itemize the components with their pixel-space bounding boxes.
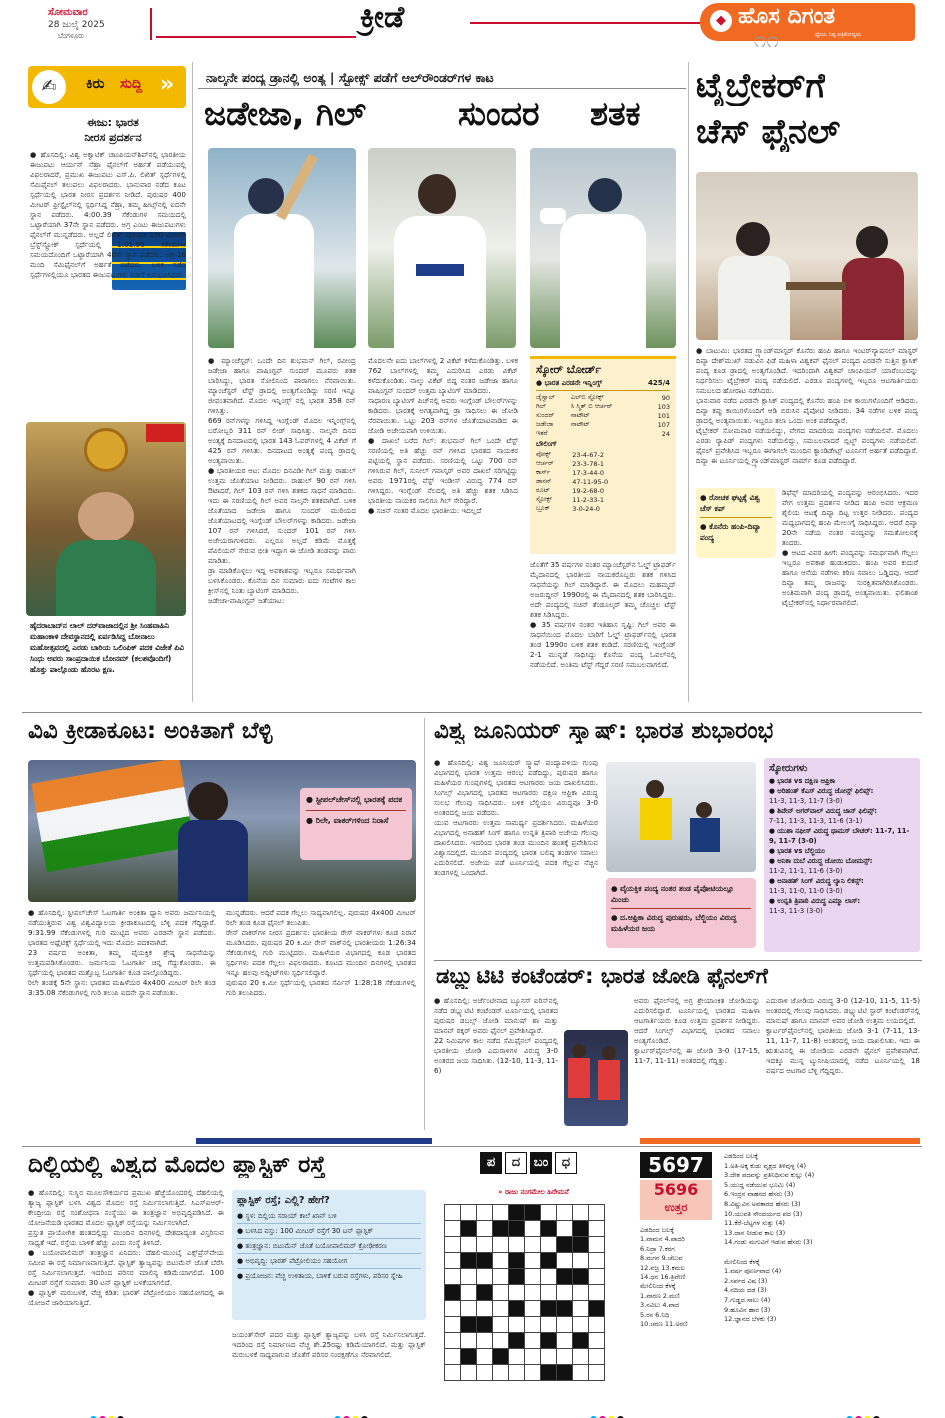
lead-headline-b: ಸುಂದರ (458, 94, 540, 133)
list-item: ● ಯುಶಾ ನಫೀಸ್ ವಿರುದ್ಧ ಥಾಮಸ್ ಬೌಚರ್: 11-7, 11-9, 11-7 (3-0) (769, 827, 910, 845)
list-item: 11-3, 11-3, 11-7 (3-0) (769, 797, 843, 805)
list-item: ● ಸ್ಥಳ: ದಿಲ್ಲಿಯ ಸರಾಯ್ ಕಾಲೆ ಖಾನ್ ಬಳಿ (237, 1209, 421, 1224)
masthead (0, 0, 945, 53)
crossword-cell (509, 1253, 525, 1269)
crossword-cell (573, 1301, 589, 1317)
crossword-cell (557, 1237, 573, 1253)
brand-tagline: ಧ್ಯೇಯ ನಿಷ್ಠ ಪತ್ರಿಕೋದ್ಯಮ (815, 32, 862, 38)
crossword-cell (525, 1253, 541, 1269)
crossword-cell (445, 1205, 461, 1221)
chess-body: ● ಬಾಟುಮಿ: ಭಾರತದ ಗ್ರ್ಯಾಂಡ್‌ಮಾಸ್ಟರ್ ಕೊನೆರು ಹಂಪಿ ಹಾಗೂ ಇಂಟರ್‌ನ್ಯಾಷನಲ್ ಮಾಸ್ಟರ್ ದಿವ್ಯಾ ದೇಶ್‌ಮುಖ್ ನಡುವಿನ ಫಿಡೆ ಮಹಿಳಾ ವಿಶ್ವಕಪ್ ಫೈನಲ್ ಪಂದ್ಯದ ಎರಡನೇ ಸುತ್ತಿನ ಕ್ಲಾಸಿಕ್ ಪಂದ್ಯ ಕೂಡ ಡ್ರಾದಲ್ಲಿ ಅಂತ್ಯಗೊಂಡಿದೆ. ಇದರಿಂದಾಗಿ ವಿಶ್ವಕಪ್ ಚಾಂಪಿಯನ್ ಯಾರೆಂಬುದನ್ನು ನಿರ್ಧರಿಸಲು ಟೈಬ್ರೇಕರ್ ಪಂದ್ಯ ನಡೆಯಲಿದೆ. ಎರಡೂ ಪಂದ್ಯಗಳಲ್ಲಿ ಇಬ್ಬರೂ ಆಟಗಾರ್ತಿಯರು ಸಮಬಲದ ಹೋರಾಟ ನಡೆಸಿದರು. ಭಾನುವಾರ ನಡೆದ ಎರಡನೇ ಕ್ಲಾಸಿಕ್ ಪಂದ್ಯದಲ್ಲಿ ಕೊನೆರು ಹಂಪಿ ಬಿಳಿ ಕಾಯಿಗಳೊಂದಿಗೆ ಆಡಿದರು. ದಿವ್ಯಾ ಕಪ್ಪು ಕಾಯಿಗಳೊಂದಿಗೆ ಆಡಿ ಬಿರುಸಿನ ಪೈಪೋಟಿ ನೀಡಿದರು. 34 ನಡೆಗಳ ಬಳಿಕ ಪಂದ್ಯ ಡ್ರಾದಲ್ಲಿ ಅಂತ್ಯವಾಯಿತು. ಇಬ್ಬರೂ ತಲಾ ಒಂದು ಅಂಕ ಪಡೆದಿದ್ದಾರೆ. ಟೈಬ್ರೇಕರ್ ಸೋಮವಾರ ನಡೆಯಲಿದ್ದು, ವೇಗದ ಮಾದರಿಯ ಪಂದ್ಯಗಳು ನಡೆಯಲಿವೆ. ಮೊದಲು ಎರಡು ರ‍್ಯಾಪಿಡ್ ಪಂದ್ಯಗಳು ನಡೆಯಲಿದ್ದು, ಸಮಬಲವಾದರೆ ಬ್ಲಿಟ್ಜ್ ಪಂದ್ಯಗಳು ನಡೆಯಲಿವೆ. ಫೈನಲ್ ಪ್ರವೇಶಿಸಿದ ಇಬ್ಬರೂ ಈಗಾಗಲೇ ಮುಂದಿನ ಕ್ಯಾಂಡಿಡೇಟ್ಸ್ ಟೂರ್ನಿಗೆ ಅರ್ಹತೆ ಪಡೆದಿದ್ದಾರೆ. ದಿವ್ಯಾ ಈ ಟೂರ್ನಿಯಲ್ಲಿ ಗ್ರ್ಯಾಂಡ್‌ಮಾಸ್ಟರ್ ನಾರ್ಮ್ ಕೂಡ ಪಡೆದಿದ್ದಾರೆ. (696, 346, 918, 465)
crossword-title (480, 1152, 577, 1174)
kirusuddi-label-b: ಸುದ್ದಿ (120, 76, 143, 92)
athletics-box (300, 788, 412, 860)
list-item: ● ಉನ್ನತಿ ತ್ರಿಪಾಠಿ ವಿರುದ್ಧ ಎಮ್ಮಾ ಲಾಸ್: (769, 897, 861, 905)
wtt-headline: ಡಬ್ಲ್ಯುಟಿಟಿ ಕಂಟೆಂಡರ್: ಭಾರತ ಜೋಡಿ ಫೈನಲ್‌ಗೆ (436, 964, 768, 988)
plastic-body: ● ಹೊಸದಿಲ್ಲಿ: ಸುಸ್ಥಿರ ಮೂಲಸೌಕರ್ಯದ ಪ್ರಮುಖ ಹೆಜ್ಜೆಯೊಂದರಲ್ಲಿ ದೆಹಲಿಯಲ್ಲಿ ತ್ಯಾಜ್ಯ ಪ್ಲಾಸ್ಟಿಕ್ ಬಳಸಿ ವಿಶ್ವದ ಮೊದಲ ರಸ್ತೆ ನಿರ್ಮಿಸಲಾಗುತ್ತಿದೆ. ಸಿಎಸ್‌ಐಆರ್-ಕೇಂದ್ರೀಯ ರಸ್ತೆ ಸಂಶೋಧನಾ ಸಂಸ್ಥೆಯು ಈ ತಂತ್ರಜ್ಞಾನ ಅಭಿವೃದ್ಧಿಪಡಿಸಿದೆ. ಈ ಯೋಜನೆಯಡಿ ಭಾರತದ ಮೊದಲ ಪ್ಲಾಸ್ಟಿಕ್ ರಸ್ತೆಯನ್ನು ನಿರ್ಮಿಸಲಾಗಿದೆ. ಪ್ರಸ್ತುತ ಪ್ರಾಯೋಗಿಕ ಹಂತದಲ್ಲಿದ್ದು ಮುಂದಿನ ದಿನಗಳಲ್ಲಿ ದೇಶದಾದ್ಯಂತ ವಿಸ್ತರಿಸುವ ಸಾಧ್ಯತೆ ಇದೆ. ರಸ್ತೆಯ ಬಾಳಿಕೆ ಹೆಚ್ಚು ಎಂದು ಸಂಸ್ಥೆ ತಿಳಿಸಿದೆ. ● ಬಯೋಪಾಲಿಮರ್ ತಂತ್ರಜ್ಞಾನ ಏನಿದರು: ದೆಹಲಿ-ಮುಂಬೈ ಎಕ್ಸ್‌ಪ್ರೆಸ್‌ವೇಯ ಸಮೀಪ ಈ ರಸ್ತೆ ನಿರ್ಮಾಣವಾಗುತ್ತಿದೆ. ಪ್ಲಾಸ್ಟಿಕ್ ತ್ಯಾಜ್ಯವನ್ನು ಬಿಟುಮೆನ್ ಜೊತೆ ಬೆರೆಸಿ ರಸ್ತೆ ನಿರ್ಮಿಸಲಾಗುತ್ತದೆ. ಇದರಿಂದ ಪರಿಸರ ಮಾಲಿನ್ಯ ಕಡಿಮೆಯಾಗಲಿದೆ. 100 ಮೀಟರ್ ರಸ್ತೆಗೆ ಸುಮಾರು 30 ಟನ್ ಪ್ಲಾಸ್ಟಿಕ್ ಬಳಕೆಯಾಗಲಿದೆ. ● ಪ್ಲಾಸ್ಟಿಕ್ ಮರುಬಳಕೆ, ವೆಚ್ಚ ಕಡಿತ: ಭಾರತ್ ಪೆಟ್ರೋಲಿಯಂ ಸಹಯೋಗದಲ್ಲಿ ಈ ಯೋಜನೆ ಜಾರಿಯಾಗುತ್ತಿದೆ. (28, 1188, 224, 1307)
crossword-cell (525, 1237, 541, 1253)
crossword-cell (573, 1285, 589, 1301)
lead-col2: ಮೊದಲನೇ ಐದು ಬಾಲ್‌ಗಳಲ್ಲಿ 2 ವಿಕೆಟ್ ಕಳೆದುಕೊಂಡಿತ್ತು. ಬಳಿಕ 762 ಬಾಲ್‌ಗಳಲ್ಲಿ ತಮ್ಮ ಎದುರಿಸಿದ ಎರಡು ವಿಕೆಟ್ ಕಳೆದುಕೊಂಡಿತು. ನಾಲ್ಕು ವಿಕೆಟ್ ಬಿದ್ದ ನಂತರ ಜಡೇಜಾ ಹಾಗೂ ವಾಷಿಂಗ್ಟನ್ ಸುಂದರ್ ಉತ್ತಮ ಬ್ಯಾಟಿಂಗ್ ಮಾಡಿದರು. ಸಾಧಾರಣ ಬ್ಯಾಟಿಂಗ್ ಪಿಚ್‌ನಲ್ಲಿ ಅವರು ಇಂಗ್ಲೆಂಡ್ ಬೌಲರ್‌ಗಳನ್ನು ಕಾಡಿದರು. ಭಾರತಕ್ಕೆ ಅಗತ್ಯವಾಗಿದ್ದ ಡ್ರಾ ಸಾಧಿಸಲು ಈ ಜೋಡಿ ನೆರವಾಯಿತು. ಒಟ್ಟು 203 ರನ್‌ಗಳ ಜೊತೆಯಾಟವಾಡಿದ ಈ ಜೋಡಿ ಅಜೇಯವಾಗಿ ಉಳಿಯಿತು. ● ದಾಖಲೆ ಬರೆದ ಗಿಲ್: ಶುಭಮನ್ ಗಿಲ್ ಒಂದೇ ಟೆಸ್ಟ್ ಸರಣಿಯಲ್ಲಿ ಅತಿ ಹೆಚ್ಚು ರನ್ ಗಳಿಸಿದ ಭಾರತದ ನಾಯಕರ ಪಟ್ಟಿಯಲ್ಲಿ ಸ್ಥಾನ ಪಡೆದರು. ಸರಣಿಯಲ್ಲಿ ಒಟ್ಟು 700 ರನ್ ಗಳಿಸಿರುವ ಗಿಲ್, ಸುನೀಲ್ ಗವಾಸ್ಕರ್ ಅವರ ದಾಖಲೆ ಸರಿಗಟ್ಟಿದ್ದು ಅವರು 1971ರಲ್ಲಿ ವೆಸ್ಟ್ ಇಂಡೀಸ್ ವಿರುದ್ಧ 774 ರನ್ ಗಳಿಸಿದ್ದರು. ಇಂಗ್ಲೆಂಡ್ ನೆಲದಲ್ಲಿ ಅತಿ ಹೆಚ್ಚು ಶತಕ ಸಿಡಿಸಿದ ಭಾರತೀಯ ನಾಯಕರ ಸಾಲಿಗೂ ಗಿಲ್ ಸೇರಿದ್ದಾರೆ. ● ಸಚಿನ್ ನಂತರ ಮೊದಲ ಭಾರತೀಯ: ಇದಲ್ಲದೆ (368, 356, 518, 515)
crossword-cell (477, 1317, 493, 1333)
section-title: ಕ್ರೀಡೆ (360, 0, 405, 35)
table-row: ಜೈಸ್ವಾಲ್ ಎಲ್‌ಬಿ ಸ್ಟೋಕ್ಸ್ 90 (536, 393, 670, 402)
crossword-number: 5697 (640, 1152, 712, 1178)
squash-box-b: ● ದ.ಆಫ್ರಿಕಾ ವಿರುದ್ಧ ಪುರುಷರು, ಬೆಲ್ಜಿಯಂ ವಿರುದ್ಧ ಮಹಿಳೆಯರ ಜಯ (611, 913, 737, 933)
brand-name: ಹೊಸ ದಿಗಂತ (738, 4, 836, 29)
crossword-cell (589, 1205, 605, 1221)
crossword-grid (444, 1204, 605, 1381)
crossword-cell (461, 1205, 477, 1221)
crossword-cell (461, 1301, 477, 1317)
crossword-cell (445, 1237, 461, 1253)
crossword-cell (557, 1365, 573, 1381)
crossword-cell (573, 1349, 589, 1365)
crossword-cell (541, 1253, 557, 1269)
crossword-cell (573, 1333, 589, 1349)
list-item: ● ಬಳಸಿದ ವಸ್ತು: 100 ಮೀಟರ್ ರಸ್ತೆಗೆ 30 ಟನ್ ಪ್ಲಾಸ್ಟಿಕ್ (237, 1224, 421, 1239)
chess-body2: ಡಿಫೆನ್ಸ್ ಮಾದರಿಯಲ್ಲಿ ಪಂದ್ಯವನ್ನು ಆರಂಭಿಸಿದರು. ಇದರ ವೇಗ ಉತ್ತಮ ಪ್ರದರ್ಶನ ನೀಡಿದ ಹಂಪಿ ಅವರ ಆಕ್ರಮಣ ಶೈಲಿಯ ಆಟಕ್ಕೆ ದಿವ್ಯಾ ದಿಟ್ಟ ಉತ್ತರ ನೀಡಿದರು. ಪಂದ್ಯದ ಮಧ್ಯಭಾಗದಲ್ಲಿ ಹಂಪಿ ಮೇಲುಗೈ ಸಾಧಿಸಿದ್ದರು. ಆದರೆ ದಿವ್ಯಾ 20ನೇ ನಡೆಯ ನಂತರ ಪಂದ್ಯವನ್ನು ಸಮತೋಲನಕ್ಕೆ ತಂದರು. ● ಆಟದ ವಿವರ ಹೀಗೆ: ಪಂದ್ಯವನ್ನು ಸಮರ್ಥವಾಗಿ ಗೆಲ್ಲಲು ಇಬ್ಬರೂ ಅವಕಾಶ ಹುಡುಕಿದರು. ಹಂಪಿ ಅವರ ಕುದುರೆ ಹಾಗೂ ಆನೆಯ ನಡೆಗಳು ಕಠಿಣ ಸವಾಲು ಒಡ್ಡಿದವು. ಆದರೆ ದಿವ್ಯಾ ತಮ್ಮ ರಾಜನನ್ನು ಸುರಕ್ಷಿತವಾಗಿರಿಸಿಕೊಂಡರು. ಅಂತಿಮವಾಗಿ ಪಂದ್ಯ ಡ್ರಾದಲ್ಲಿ ಅಂತ್ಯವಾಯಿತು. ಫಲಿತಾಂಶ ಟೈಬ್ರೇಕರ್‌ನಲ್ಲಿ ನಿರ್ಧಾರವಾಗಲಿದೆ. (782, 488, 918, 607)
crossword-cell (509, 1317, 525, 1333)
crossword-cell (477, 1205, 493, 1221)
crossword-cell (477, 1237, 493, 1253)
crossword-cell (589, 1317, 605, 1333)
registration-dots (90, 1408, 126, 1418)
crossword-cell (461, 1317, 477, 1333)
crossword-cell (493, 1221, 509, 1237)
plastic-box-title: ಪ್ಲಾಸ್ಟಿಕ್ ರಸ್ತೆ; ಎಲ್ಲಿ? ಹೇಗೆ? (237, 1195, 330, 1206)
crossword-cell (477, 1285, 493, 1301)
masthead-day: ಸೋಮವಾರ (48, 7, 88, 18)
squash-scores (764, 758, 920, 952)
crossword-row (445, 1285, 605, 1301)
crossword-cell (573, 1253, 589, 1269)
crossword-answer-label: ಉತ್ತರ (664, 1201, 688, 1214)
crossword-cell (493, 1269, 509, 1285)
crossword-cell (557, 1269, 573, 1285)
crossword-cell (541, 1237, 557, 1253)
table-row: ಜಡೇಜಾ ನಾಟೌಟ್ 107 (536, 420, 670, 429)
crossword-cell (493, 1285, 509, 1301)
scorecard-innings: ● ಭಾರತ ಎರಡನೇ ಇನ್ನಿಂಗ್ಸ್ (536, 379, 603, 387)
scorecard-title: ಸ್ಕೋರ್ ಬೋರ್ಡ್ (536, 363, 602, 376)
crossword-cell (445, 1269, 461, 1285)
jadeja-photo (208, 148, 356, 348)
list-item: ● ಅರಿಹಂತ್ ಕೆಎಸ್ ವಿರುದ್ಧ ಜೋನ್ಸ್ ಫಿಲಿಪ್ಸ್: (769, 787, 874, 795)
athletics-box-a: ● ಸ್ಟೀಪಲ್‌ಚೇಸ್‌ನಲ್ಲಿ ಭಾರತಕ್ಕೆ ಪದಕ (306, 795, 403, 804)
plastic-headline: ದಿಲ್ಲಿಯಲ್ಲಿ ವಿಶ್ವದ ಮೊದಲ ಪ್ಲಾಸ್ಟಿಕ್ ರಸ್ತೆ (28, 1152, 326, 1178)
crossword-cell (445, 1333, 461, 1349)
sindhu-photo (26, 422, 186, 616)
crossword-row (445, 1237, 605, 1253)
crossword-cell (541, 1205, 557, 1221)
athletics-col2: ಮುನ್ನಡೆದರು. ಆದರೆ ಪದಕ ಗೆಲ್ಲಲು ಸಾಧ್ಯವಾಗಲಿಲ್ಲ. ಪುರುಷರ 4x400 ಮೀಟರ್ ರಿಲೇ ತಂಡ ಕೂಡ ಫೈನಲ್ ತಲುಪಿತು. ರೇಸ್ ವಾಕರ್‌ಗಳ ನೀರಸ ಪ್ರದರ್ಶನ: ಭಾರತೀಯ ರೇಸ್ ವಾಕರ್‌ಗಳು ಕೂಡ ನಿರಾಸೆ ಮೂಡಿಸಿದರು. ಪುರುಷರ 20 ಕಿ.ಮೀ ರೇಸ್ ವಾಕ್‌ನಲ್ಲಿ ಭಾರತೀಯರು 1:26:34 ಸೆಕೆಂಡುಗಳಲ್ಲಿ ಗುರಿ ಮುಟ್ಟಿದರು. ಮಹಿಳೆಯರ ವಿಭಾಗದಲ್ಲಿ ಕೂಡ ಭಾರತದ ಸ್ಪರ್ಧಿಗಳು ಪದಕ ಗೆಲ್ಲಲು ವಿಫಲರಾದರು. ಕೂಟದ ಮುಂದಿನ ದಿನಗಳಲ್ಲಿ ಭಾರತದ ಇನ್ನೂ ಹಲವು ಅಥ್ಲೀಟ್‌ಗಳು ಸ್ಪರ್ಧಿಸಲಿದ್ದಾರೆ. ಪುರುಷರ 20 ಕಿ.ಮೀ ಸ್ಪರ್ಧೆಯಲ್ಲಿ ಭಾರತದ ಸೆರ್ವಿನ್ 1:28:18 ಸೆಕೆಂಡುಗಳಲ್ಲಿ ಗುರಿ ತಲುಪಿದರು. (226, 908, 416, 997)
crossword-row (445, 1333, 605, 1349)
chess-headline-a: ಟೈಬ್ರೇಕರ್‌ಗೆ (696, 66, 826, 106)
list-item: ● ಶಿವೇನ್ ಅಗರ್‌ವಾಲ್ ವಿರುದ್ಧ ಜಾನ್ ಫಿಲಿಪ್ಸ್: (769, 807, 878, 815)
wtt-col2: ಅವರು ಫೈನಲ್‌ನಲ್ಲಿ ಅಗ್ರ ಶ್ರೇಯಾಂಕಿತ ಜೋಡಿಯನ್ನು ಎದುರಿಸಲಿದ್ದಾರೆ. ಟೂರ್ನಿಯಲ್ಲಿ ಭಾರತದ ಮಹಿಳಾ ಆಟಗಾರ್ತಿಯರು ಕೂಡ ಉತ್ತಮ ಪ್ರದರ್ಶನ ನೀಡಿದ್ದರು. ಆದರೆ ಸಿಂಗಲ್ಸ್ ವಿಭಾಗದಲ್ಲಿ ಭಾರತದ ಸವಾಲು ಅಂತ್ಯಗೊಂಡಿದೆ. ಕ್ವಾರ್ಟರ್‌ಫೈನಲ್‌ನಲ್ಲಿ ಈ ಜೋಡಿ 3-0 (17-15, 11-7, 11-11) ಅಂತರದಲ್ಲಿ ಗೆದ್ದಿತ್ತು. (634, 996, 760, 1065)
lead-col3: ಜೊತೆಗೆ 35 ವರ್ಷಗಳ ನಂತರ ಮ್ಯಾಂಚೆಸ್ಟರ್‌ನ ಓಲ್ಡ್ ಟ್ರಾಫರ್ಡ್ ಮೈದಾನದಲ್ಲಿ ಭಾರತೀಯ ನಾಯಕರೊಬ್ಬರು ಶತಕ ಗಳಿಸಿದ ಸಾಧನೆಯನ್ನು ಗಿಲ್ ಮಾಡಿದ್ದಾರೆ. ಈ ಮೊದಲು ಮಹಮ್ಮದ್ ಅಜರುದ್ದೀನ್ 1990ರಲ್ಲಿ ಈ ಮೈದಾನದಲ್ಲಿ ಶತಕ ಬಾರಿಸಿದ್ದರು. ಅದೇ ಪಂದ್ಯದಲ್ಲಿ ಸಚಿನ್ ತೆಂಡೂಲ್ಕರ್ ತಮ್ಮ ಚೊಚ್ಚಲ ಟೆಸ್ಟ್ ಶತಕ ಸಿಡಿಸಿದ್ದರು. ● 35 ವರ್ಷಗಳ ನಂತರ ಇತಿಹಾಸ ಸೃಷ್ಟಿ: ಗಿಲ್ ಅವರ ಈ ಸಾಧನೆಯಿಂದ ಮೊದಲ ಬಾರಿಗೆ ಓಲ್ಡ್ ಟ್ರಾಫರ್ಡ್‌ನಲ್ಲಿ ಭಾರತ ತಂಡ 1990ರ ಬಳಿಕ ಶತಕ ಕಂಡಿದೆ. ಸರಣಿಯಲ್ಲಿ ಇಂಗ್ಲೆಂಡ್ 2-1 ಮುನ್ನಡೆ ಸಾಧಿಸಿದ್ದು ಕೊನೆಯ ಪಂದ್ಯ ಓವಲ್‌ನಲ್ಲಿ ನಡೆಯಲಿದೆ. ಅಂತಿಮ ಟೆಸ್ಟ್ ಗೆದ್ದರೆ ಸರಣಿ ಸಮಬಲವಾಗಲಿದೆ. (530, 560, 676, 669)
table-row: ಆರ್ಚರ್ 23-3-78-1 (536, 459, 605, 468)
crossword-answers: ಎಡದಿಂದ ಬಲಕ್ಕೆ 1.ವಾಮನ 4.ಪಾದರಿ 6.ನಿದ್ರಾ 7.ಕರಗ 8.ಮಗನ 9.ಚೆಲುವ 12.ವಜ್ರ 13.ಕಮಲ 14.ಧನ 16.ತ್ರಿವೇಣಿ ಮೇಲಿನಿಂದ ಕೆಳಕ್ಕೆ 1.ವಾರಣ 2.ಮಣಿ 3.ನವಿಲು 4.ಪಾದ 5.ರಸ 6.ನಿಧಿ 10.ಚರಣ 11.ಅರಣಿ (640, 1226, 688, 1329)
crossword-cell (509, 1301, 525, 1317)
crossword-cell (509, 1349, 525, 1365)
lead-headline-a: ಜಡೇಜಾ, ಗಿಲ್ (204, 94, 366, 133)
table-row: ರೂಟ್ 19-2-68-0 (536, 486, 605, 495)
chevron-right-icon: » (160, 72, 175, 97)
lamp-icon: ◆ (710, 10, 732, 32)
registration-dots (334, 1408, 370, 1418)
wtt-col3: ಎದುರಾಳಿ ಜೋಡಿಯ ವಿರುದ್ಧ 3-0 (12-10, 11-5, 11-5) ಅಂತರದಲ್ಲಿ ಗೆಲುವು ಸಾಧಿಸಿದರು. ಡಬ್ಲ್ಯುಟಿಟಿ ಸ್ಟಾರ್ ಕಂಟೆಂಡರ್‌ನಲ್ಲಿ ಮಾನುಷ್ ಹಾಗೂ ಮಾನವ್ ಅವರ ಜೋಡಿ ಉತ್ತಮ ಲಯದಲ್ಲಿದೆ. ಕ್ವಾರ್ಟರ್‌ಫೈನಲ್‌ನಲ್ಲಿ ಭಾರತೀಯ ಜೋಡಿ 3-1 (7-11, 13-11, 11-7, 11-8) ಅಂತರದಲ್ಲಿ ಜಯ ದಾಖಲಿಸಿತು. ಇದು ಈ ಋತುವಿನಲ್ಲಿ ಈ ಜೋಡಿಯ ಎರಡನೇ ಫೈನಲ್ ಪ್ರವೇಶವಾಗಿದೆ. ಇದಕ್ಕೂ ಮುನ್ನ ಟ್ಯುನೀಷಿಯಾದಲ್ಲಿ ನಡೆದ ಟೂರ್ನಿಯಲ್ಲಿ 18 ವರ್ಷದ ಆಟಗಾರ ಬೆಳ್ಳಿ ಗೆದ್ದಿದ್ದರು. (766, 996, 920, 1075)
registration-dots (590, 1408, 626, 1418)
crossword-cell (509, 1269, 525, 1285)
crossword-cell (573, 1269, 589, 1285)
table-row: ಸ್ಟೋಕ್ಸ್ 11-2-33-1 (536, 495, 605, 504)
crossword-row (445, 1253, 605, 1269)
scorecard-total: 425/4 (647, 379, 670, 387)
crossword-cell (445, 1365, 461, 1381)
crossword-cell (557, 1253, 573, 1269)
crossword-letter: ಧ (555, 1152, 577, 1174)
crossword-cell (525, 1317, 541, 1333)
chess-headline-b: ಚೆಸ್ ಫೈನಲ್ (696, 112, 841, 152)
list-item: ● ತಂತ್ರಜ್ಞಾನ: ಬಿಟುಮೆನ್ ಜೊತೆ ಬಯೋಪಾಲಿಮರ್ ಕ್ರೋಢೀಕರಣ (237, 1239, 421, 1254)
crossword-cell (461, 1333, 477, 1349)
crossword-cell (525, 1365, 541, 1381)
crossword-author: » ರಾಜು ನಂಗಮೇಲ ಹಿರೇಮನೆ (498, 1188, 569, 1196)
squash-body: ● ಹೊಸದಿಲ್ಲಿ: ವಿಶ್ವ ಜೂನಿಯರ್ ಸ್ಕ್ವಾಷ್ ಪಂದ್ಯಾವಳಿಯ ಗುಂಪು ವಿಭಾಗದಲ್ಲಿ ಭಾರತ ಉತ್ತಮ ಆರಂಭ ಪಡೆದಿದ್ದು, ಪುರುಷರ ಹಾಗೂ ಮಹಿಳೆಯರ ಗುಂಪುಗಳಲ್ಲಿ ಭಾರತದ ಆಟಗಾರರು ಜಯ ದಾಖಲಿಸಿದರು. ಸಿಂಗಲ್ಸ್ ವಿಭಾಗದಲ್ಲಿ ಭಾರತದ ಆಟಗಾರರು ದಕ್ಷಿಣ ಆಫ್ರಿಕಾ ವಿರುದ್ಧ ಸುಲಭ ಗೆಲುವು ಸಾಧಿಸಿದರು. ಬಳಿಕ ಬೆಲ್ಜಿಯಂ ವಿರುದ್ಧವೂ 3-0 ಅಂತರದಲ್ಲಿ ಜಯ ಪಡೆದರು. ಯುವ ಆಟಗಾರರು ಉತ್ತಮ ಸಾಮರ್ಥ್ಯ ಪ್ರದರ್ಶಿಸಿದರು. ಮಹಿಳೆಯರ ವಿಭಾಗದಲ್ಲಿ ಅನಾಹತ್ ಸಿಂಗ್ ಹಾಗೂ ಉನ್ನತಿ ತ್ರಿಪಾಠಿ ಅಜೇಯ ಗೆಲುವು ದಾಖಲಿಸಿದರು. ಇದರಿಂದ ಭಾರತ ತಂಡ ಮುಂದಿನ ಹಂತಕ್ಕೆ ಪ್ರವೇಶಿಸುವ ವಿಶ್ವಾಸದಲ್ಲಿದೆ. ಮುಂದಿನ ಪಂದ್ಯದಲ್ಲಿ ಭಾರತ ಬಲಿಷ್ಠ ತಂಡಗಳ ಸವಾಲು ಎದುರಿಸಲಿದೆ. ಅಜೇಯ ಪಡೆ ಟೂರ್ನಿಯಲ್ಲಿ ಪದಕ ಗೆಲ್ಲುವ ನೆಚ್ಚಿನ ತಂಡಗಳಲ್ಲಿ ಒಂದಾಗಿದೆ. (434, 758, 598, 877)
crossword-cell (573, 1365, 589, 1381)
wtt-col1: ● ಹೊಸದಿಲ್ಲಿ: ಅರ್ಜೆಂಟೀನಾದ ಬ್ಯೂನಸ್ ಐರಿಸ್‌ನಲ್ಲಿ ನಡೆದ ಡಬ್ಲ್ಯುಟಿಟಿ ಕಂಟೆಂಡರ್ ಟೂರ್ನಿಯಲ್ಲಿ ಭಾರತದ ಪುರುಷರ ಡಬಲ್ಸ್ ಜೋಡಿ ಮಾನುಷ್ ಶಾ ಮತ್ತು ಮಾನವ್ ಠಕ್ಕರ್ ಅವರು ಫೈನಲ್ ಪ್ರವೇಶಿಸಿದ್ದಾರೆ. 22 ನಿಮಿಷಗಳ ಕಾಲ ನಡೆದ ಸೆಮಿಫೈನಲ್ ಪಂದ್ಯದಲ್ಲಿ ಭಾರತೀಯ ಜೋಡಿ ಎದುರಾಳಿಗಳ ವಿರುದ್ಧ 3-0 ಅಂತರದ ಜಯ ಸಾಧಿಸಿತು. (12-10, 11-3, 11-6) (434, 996, 558, 1075)
crossword-cell (477, 1349, 493, 1365)
crossword-cell (589, 1237, 605, 1253)
crossword-row (445, 1221, 605, 1237)
megaphone-icon: ✍ (32, 70, 66, 104)
crossword-row (445, 1349, 605, 1365)
athletics-col1: ● ಹೊಸದಿಲ್ಲಿ: ಸ್ಟೀಪಲ್‌ಚೇಸ್ ಓಟಗಾರ್ತಿ ಅಂಕಿತಾ ಧ್ಯಾನಿ ಅವರು ಜರ್ಮನಿಯಲ್ಲಿ ನಡೆಯುತ್ತಿರುವ ವಿಶ್ವ ವಿಶ್ವವಿದ್ಯಾಲಯ ಕ್ರೀಡಾಕೂಟದಲ್ಲಿ ಬೆಳ್ಳಿ ಪದಕ ಗೆದ್ದಿದ್ದಾರೆ. 9:31.99 ಸೆಕೆಂಡುಗಳಲ್ಲಿ ಗುರಿ ಮುಟ್ಟಿದ ಅವರು ಎರಡನೇ ಸ್ಥಾನ ಪಡೆದರು. ಭಾರತದ ಅಥ್ಲೆಟಿಕ್ಸ್ ಸ್ಪರ್ಧೆಯಲ್ಲಿ ಇದು ಮೊದಲ ಪದಕವಾಗಿದೆ. 23 ವರ್ಷದ ಅಂಕಿತಾ, ತಮ್ಮ ವೈಯಕ್ತಿಕ ಶ್ರೇಷ್ಠ ಸಾಧನೆಯನ್ನು ಉತ್ತಮಪಡಿಸಿಕೊಂಡರು. ಜರ್ಮನಿಯ ಓಟಗಾರ್ತಿ ಚಿನ್ನ ಗೆದ್ದುಕೊಂಡರು. ಈ ಸ್ಪರ್ಧೆಯಲ್ಲಿ ಭಾರತದ ಮತ್ತೊಬ್ಬ ಓಟಗಾರ್ತಿ ಕೂಡ ಪಾಲ್ಗೊಂಡಿದ್ದರು. ರಿಲೇ ತಂಡಕ್ಕೆ 5ನೇ ಸ್ಥಾನ: ಭಾರತದ ಮಹಿಳೆಯರ 4x400 ಮೀಟರ್ ರಿಲೇ ತಂಡ 3:35.08 ಸೆಕೆಂಡುಗಳಲ್ಲಿ ಗುರಿ ತಲುಪಿ ಐದನೇ ಸ್ಥಾನ ಪಡೆಯಿತು. (28, 908, 216, 997)
crossword-cell (461, 1237, 477, 1253)
crossword-cell (557, 1205, 573, 1221)
crossword-cell (589, 1349, 605, 1365)
crossword-cell (557, 1285, 573, 1301)
crossword-cell (541, 1317, 557, 1333)
crossword-cell (461, 1285, 477, 1301)
crossword-row (445, 1301, 605, 1317)
gill-photo (368, 148, 516, 348)
crossword-row (445, 1317, 605, 1333)
list-item: ● ಅಭಿವೃದ್ಧಿ: ಭಾರತ್ ಪೆಟ್ರೋಲಿಯಂ ಸಹಯೋಗ (237, 1254, 421, 1269)
crossword-cell (525, 1333, 541, 1349)
crossword-cell (509, 1221, 525, 1237)
crossword-cell (493, 1317, 509, 1333)
table-row: ಇತರೆ 24 (536, 429, 670, 438)
crossword-row (445, 1269, 605, 1285)
registration-dots (846, 1408, 882, 1418)
crossword-cell (509, 1365, 525, 1381)
list-item: 7-11, 11-3, 11-3, 11-6 (3-1) (769, 817, 863, 825)
kirusuddi-title: ಈಜು: ಭಾರತ ನೀರಸ ಪ್ರದರ್ಶನ (84, 116, 142, 144)
page-number: ೧೧ (754, 28, 779, 53)
wtt-photo (564, 1030, 628, 1126)
batting-table (536, 393, 670, 438)
crossword-cell (445, 1349, 461, 1365)
crossword-cell (509, 1285, 525, 1301)
chess-photo (696, 172, 918, 340)
kirusuddi-body: ● ಹೊಸದಿಲ್ಲಿ: ವಿಶ್ವ ಅಕ್ವಾಟಿಕ್ ಚಾಂಪಿಯನ್‌ಶಿಪ್‌ನಲ್ಲಿ ಭಾರತೀಯ ಈಜುಪಟು ಆರ್ಯನ್ ನೆಹ್ರಾ ಫೈನಲ್‌ಗೆ ಅರ್ಹತೆ ಪಡೆಯುವಲ್ಲಿ ವಿಫಲರಾದರೆ, ಪ್ರಮುಖ ಈಜುಪಟು ಎಸ್.ಪಿ. ಲಿಖಿತ್ ಸ್ಪರ್ಧೆಗಳಲ್ಲಿ ಸೆಮಿಫೈನಲ್ ತಲುಪಲು ವಿಫಲರಾದರು. ಭಾನುವಾರ ನಡೆದ ಕೂಟ ಸ್ಪರ್ಧೆಯಲ್ಲಿ ಭಾರತ ನೀರಸ ಪ್ರದರ್ಶನ ನೀಡಿದೆ. ಪುರುಷರ 400 ಮೀಟರ್ ಫ್ರೀಸ್ಟೈಲ್‌ನಲ್ಲಿ ಸ್ಪರ್ಧಿಸಿದ್ದ ನೆಹ್ರಾ, ತಮ್ಮ ಹೀಟ್ಸ್‌ನಲ್ಲಿ ಐದನೇ ಸ್ಥಾನ ಪಡೆದರು. 4:00.39 ಸೆಕೆಂಡುಗಳ ಸಮಯದಲ್ಲಿ ಒಟ್ಟಾರೆಯಾಗಿ 37ನೇ ಸ್ಥಾನ ಪಡೆದರು. ಅಗ್ರ ಎಂಟು ಈಜುಪಟುಗಳು ಫೈನಲ್‌ಗೆ ಮುನ್ನಡೆದರು. ಅಲ್ಲದೆ ಲಿಖಿತ್ ಪುರುಷರ 100 ಮೀಟರ್ ಬ್ರೆಸ್ಟ್‌ಸ್ಟ್ರೋಕ್ ಸ್ಪರ್ಧೆಯಲ್ಲಿ 1:01.99 ಸೆಕೆಂಡುಗಳ ಸಮಯದೊಂದಿಗೆ ಒಟ್ಟಾರೆಯಾಗಿ 40ನೇ ಸ್ಥಾನ ಪಡೆದರು. ಅಗ್ರ-16 ಮಂದಿ ಸೆಮಿಫೈನಲ್‌ಗೆ ಅರ್ಹತೆ ಪಡೆದರು. ಬಳಿಕ ನಡೆದ ಸ್ಪರ್ಧೆಗಳಲ್ಲಿಯೂ ಭಾರತದ ಈಜುಪಟುಗಳು ನಿರಾಸೆ ಅನುಭವಿಸಿದರು. (30, 150, 186, 279)
plastic-box (232, 1190, 426, 1320)
crossword-cell (493, 1237, 509, 1253)
crossword-cell (477, 1253, 493, 1269)
lead-col1: ● ಮ್ಯಾಂಚೆಸ್ಟರ್: ಒಂದೇ ದಿನ ಶುಭಮನ್ ಗಿಲ್, ರವೀಂದ್ರ ಜಡೇಜಾ ಹಾಗೂ ವಾಷಿಂಗ್ಟನ್ ಸುಂದರ್ ಮೂವರು ಶತಕ ಬಾರಿಸಿದ್ದು, ಭಾರತ ಸೋಲಿನಿಂದ ಪಾರಾಗಲು ನೆರವಾಯಿತು. ಮ್ಯಾಂಚೆಸ್ಟರ್ ಟೆಸ್ಟ್ ಡ್ರಾದಲ್ಲಿ ಅಂತ್ಯಗೊಂಡಿದ್ದು ಸರಣಿ ಇನ್ನೂ ಜೀವಂತವಾಗಿದೆ. ಮೊದಲ ಇನ್ನಿಂಗ್ಸ್ ನಲ್ಲಿ ಭಾರತ 358 ರನ್ ಗಳಿಸಿತ್ತು. 669 ರನ್‌ಗಳನ್ನು ಗಳಿಸಿದ್ದ ಇಂಗ್ಲೆಂಡ್ ಮೊದಲ ಇನ್ನಿಂಗ್ಸ್‌ನಲ್ಲಿ ಬರೋಬ್ಬರಿ 311 ರನ್ ಲೀಡ್ ಸಾಧಿಸಿತ್ತು. ನಾಲ್ಕನೇ ದಿನದ ಅಂತ್ಯಕ್ಕೆ ದಿನದಾಟದಲ್ಲಿ ಭಾರತ 143 ಓವರ್‌ಗಳಲ್ಲಿ 4 ವಿಕೆಟ್ ಗೆ 425 ರನ್ ಗಳಿಸಿತು. ದಿನದಾಟದ ಅಂತ್ಯಕ್ಕೆ ಪಂದ್ಯ ಡ್ರಾದಲ್ಲಿ ಅಂತ್ಯವಾಯಿತು. ● ಭಾರತೀಯರ ಆಟ: ಮೊದಲ ದಿನವಿಡೀ ಗಿಲ್ ಮತ್ತು ರಾಹುಲ್ ಉತ್ತಮ ಜೊತೆಯಾಟ ನೀಡಿದರು. ರಾಹುಲ್ 90 ರನ್ ಗಳಿಸಿ ಔಟಾದರೆ, ಗಿಲ್ 103 ರನ್ ಗಳಿಸಿ ಶತಕದ ಸಾಧನೆ ಮಾಡಿದರು. ಇದು ಈ ಸರಣಿಯಲ್ಲಿ ಗಿಲ್ ಅವರ ನಾಲ್ಕನೇ ಶತಕವಾಗಿದೆ. ಬಳಿಕ ಜೊತೆಯಾದ ಜಡೇಜಾ ಹಾಗೂ ಸುಂದರ್ ಮುರಿಯದ ಜೊತೆಯಾಟದಲ್ಲಿ ಇಂಗ್ಲೆಂಡ್ ಬೌಲರ್‌ಗಳನ್ನು ಕಾಡಿದರು. ಜಡೇಜಾ 107 ರನ್ ಗಳಿಸಿದರೆ, ಸುಂದರ್ 101 ರನ್ ಗಳಿಸಿ ಅಜೇಯರಾಗುಳಿದರು. ಎಲ್ಲರೂ ಅಲ್ಲದೆ ಕಡಿಮೆ ಮೊತ್ತಕ್ಕೆ ಪೆವಿಲಿಯನ್ ಸೇರುವ ಭೀತಿ ಇದ್ದಾಗ ಈ ಜೋಡಿ ತಂಡವನ್ನು ಪಾರು ಮಾಡಿತು. ಡ್ರಾ ಮಾಡಿಕೊಳ್ಳಲು ಇದ್ದ ಅವಕಾಶವನ್ನು ಇಬ್ಬರೂ ಸಮರ್ಥವಾಗಿ ಬಳಸಿಕೊಂಡರು. ಕೊನೆಯ ದಿನ ಸುಮಾರು ಐದು ಗಂಟೆಗಳ ಕಾಲ ಕ್ರೀಸ್‌ನಲ್ಲಿ ನಿಂತು ಬ್ಯಾಟಿಂಗ್ ಮಾಡಿದರು. ಜಡೇಜಾ-ವಾಷಿಂಗ್ಟನ್ ಜತೆಯಾಟ: (208, 356, 356, 605)
lead-kicker: ನಾಲ್ಕನೇ ಪಂದ್ಯ ಡ್ರಾನಲ್ಲಿ ಅಂತ್ಯ | ಸ್ಟೋಕ್ಸ್ ಪಡೆಗೆ ಆಲ್‌ರೌಂಡರ್‌ಗಳ ಕಾಟ (206, 70, 494, 85)
list-item: ● ಪ್ರಯೋಜನ: ವೆಚ್ಚ ಉಳಿತಾಯ, ಬಾಳಿಕೆ ಬರುವ ರಸ್ತೆಗಳು, ಪರಿಸರ ಸ್ನೇಹಿ (237, 1272, 403, 1280)
crossword-cell (589, 1285, 605, 1301)
crossword-cell (461, 1221, 477, 1237)
crossword-cell (589, 1301, 605, 1317)
crossword-cell (477, 1301, 493, 1317)
crossword-prev-number: 5696 (653, 1180, 699, 1199)
list-item: ● ಭಾರತ vs ಬೆಲ್ಜಿಯಂ (769, 847, 825, 855)
bowling-label: ಬೌಲಿಂಗ್ (536, 440, 557, 448)
crossword-cell (493, 1365, 509, 1381)
crossword-cell (477, 1269, 493, 1285)
crossword-cell (589, 1221, 605, 1237)
crossword-cell (589, 1365, 605, 1381)
crossword-cell (541, 1285, 557, 1301)
crossword-cell (573, 1221, 589, 1237)
list-item: ● ಅನಾಹತ್ ಸಿಂಗ್ ವಿರುದ್ಧ ಲ್ಯಾನಿ ಲಿಕನ್ಸ್: (769, 877, 864, 885)
crossword-cell (525, 1205, 541, 1221)
crossword-cell (445, 1221, 461, 1237)
crossword-clues: ಎಡದಿಂದ ಬಲಕ್ಕೆ 1.ಅತಿ-ಅಕ್ಕ ಕುಡು ವೃಕ್ಷದ ತಿಳಿವುಳ್ಳ (4) 3.ದೇಶ ಪದವನ್ನು ಪ್ರತಿನಿಧಿಸುವ ಕುಲ್ಲು (4) 5.ಯುದ್ಧ ನಡೆಯುವ ಭೂಮಿ (4) 6.ಇಂದ್ರನ ವಾಹನದ ಹೆಸರು (3) 8.ವಿಷ್ಣುವಿನ ಅವತಾರದ ಹೆಸರು (3) 10.ಯುವತಿ ಸೌಂದರ್ಯದ ಪದ (3) 11.ಕೆರೆ-ಬೆಟ್ಟಗಳ ಸುತ್ತು (4) 13.ದಾನ ನೀಡುವ ಕಾಲ (3) 14.ಗಂಡು ಮಗುವಿಗೆ ಇಡುವ ಹೆಸರು (3) ಮೇಲಿನಿಂದ ಕೆಳಕ್ಕೆ 1.ವರ್ಷ ಪೂರ್ಣವಾದ (4) 2.ಸರ್ಪದ ವಿಷ (3) 4.ನದಿಯ ದಡ (3) 7.ಗುಡ್ಡದ ಸಾಲು (4) 9.ಹೂವಿನ ಹಾರ (3) 12.ಜ್ಞಾನದ ಬೆಳಕು (3) (724, 1152, 815, 1324)
table-row: ಗಿಲ್ ಸಿ ಸ್ಮಿತ್ ಬಿ ಆರ್ಚರ್ 103 (536, 402, 670, 411)
crossword-cell (525, 1301, 541, 1317)
crossword-cell (573, 1237, 589, 1253)
crossword-cell (573, 1205, 589, 1221)
list-item: ● ಅನಿಕಾ ದುಬೆ ವಿರುದ್ಧ ಜೋಯಿ ಬೋಮನ್ಸ್: (769, 857, 873, 865)
crossword-cell (541, 1349, 557, 1365)
crossword-cell (493, 1205, 509, 1221)
list-item: 11-3, 11-3 (3-0) (769, 907, 823, 915)
squash-box (606, 878, 756, 948)
chess-box-b: ● ಕೊನೆರು ಹಂಪಿ-ದಿವ್ಯಾ ಪಂದ್ಯ (700, 522, 761, 542)
crossword-letter: ದ (505, 1152, 527, 1174)
table-row: ಕಾರ್ಸ್ 17-3-44-0 (536, 468, 605, 477)
crossword-cell (541, 1221, 557, 1237)
crossword-cell (493, 1333, 509, 1349)
table-row: ಬ್ರೂಕ್ 3-0-24-0 (536, 504, 600, 513)
chess-box-a: ● ರೋಚಕ ಘಟ್ಟಕ್ಕೆ ವಿಶ್ವ ಚೆಸ್ ಕಪ್ (700, 493, 760, 513)
crossword-cell (445, 1253, 461, 1269)
crossword-cell (477, 1221, 493, 1237)
crossword-cell (445, 1301, 461, 1317)
crossword-cell (461, 1349, 477, 1365)
athletics-headline: ವಿವಿ ಕ್ರೀಡಾಕೂಟ: ಅಂಕಿತಾಗೆ ಬೆಳ್ಳಿ (28, 718, 273, 744)
squash-headline: ವಿಶ್ವ ಜೂನಿಯರ್ ಸ್ಕ್ವಾಷ್: ಭಾರತ ಶುಭಾರಂಭ (434, 718, 774, 744)
crossword-cell (493, 1349, 509, 1365)
sindhu-caption: ಹೈದರಾಬಾದ್‌ನ ಲಾಲ್ ದರ್‌ವಾಜಾದಲ್ಲಿನ ಶ್ರೀ ಸಿಂಹವಾಹಿನಿ ಮಹಾಂಕಾಳಿ ದೇವಸ್ಥಾನದಲ್ಲಿ ಏರ್ಪಡಿಸಿದ್ದ ಬೋನಾಲು ಮಹೋತ್ಸವದಲ್ಲಿ ಎರಡು ಬಾರಿಯ ಒಲಿಂಪಿಕ್ ಪದಕ ವಿಜೇತೆ ಪಿವಿ ಸಿಂಧು ಅವರು ಸಾಂಪ್ರದಾಯಿಕ ಬೋನಮ್ (ಕಲಶವೊಂದಿಗೆ) ಹೊತ್ತು ಪಾಲ್ಗೊಂಡು ಹೊರಟ ಕ್ಷಣ. (30, 621, 185, 674)
crossword-cell (557, 1301, 573, 1317)
masthead-date: 28 ಜುಲೈ 2025 (48, 20, 105, 30)
crossword-cell (525, 1269, 541, 1285)
crossword-cell (461, 1365, 477, 1381)
table-row: ಸುಂದರ್ ನಾಟೌಟ್ 101 (536, 411, 670, 420)
crossword-cell (557, 1317, 573, 1333)
crossword-cell (541, 1333, 557, 1349)
athletics-box-b: ● ರಿಲೇ, ವಾಕರ್‌ಗಳಿಂದ ನಿರಾಸೆ (306, 816, 389, 825)
crossword-cell (541, 1269, 557, 1285)
crossword-cell (557, 1221, 573, 1237)
crossword-cell (557, 1333, 573, 1349)
list-item: 11-3, 11-0, 11-0 (3-0) (769, 887, 843, 895)
masthead-city: ಬೆಂಗಳೂರು (58, 32, 85, 40)
lead-headline-c: ಶತಕ (590, 94, 641, 133)
crossword-cell (589, 1333, 605, 1349)
crossword-cell (525, 1285, 541, 1301)
crossword-cell (493, 1301, 509, 1317)
scorecard (530, 356, 676, 554)
crossword-cell (445, 1317, 461, 1333)
crossword-cell (525, 1221, 541, 1237)
crossword-cell (525, 1349, 541, 1365)
crossword-cell (509, 1333, 525, 1349)
crossword-cell (445, 1285, 461, 1301)
crossword-cell (493, 1253, 509, 1269)
crossword-row (445, 1205, 605, 1221)
plastic-body2: ಜಯಂತ್‌ಸೇರ್ ಪದರ ಮತ್ತು ಪ್ಲಾಸ್ಟಿಕ್ ತ್ಯಾಜ್ಯವನ್ನು ಬಳಸಿ ರಸ್ತೆ ನಿರ್ಮಿಸಲಾಗುತ್ತದೆ. ಇದರಿಂದ ರಸ್ತೆ ನಿರ್ಮಾಣದ ವೆಚ್ಚ ಶೇ.25ರಷ್ಟು ಕಡಿಮೆಯಾಗಲಿದೆ. ಮತ್ತು ಪ್ಲಾಸ್ಟಿಕ್ ಮರುಬಳಕೆ ಸಾಧ್ಯವಾಗುವ ಜೊತೆಗೆ ಪರಿಸರ ಸಂರಕ್ಷಣೆಗೂ ನೆರವಾಗಲಿದೆ. (232, 1330, 426, 1359)
chess-box (696, 488, 776, 558)
table-row: ವೋಕ್ಸ್ 23-4-67-2 (536, 450, 605, 459)
crossword-cell (557, 1349, 573, 1365)
table-row: ಡಾಸನ್ 47-11-95-0 (536, 477, 609, 486)
crossword-letter: ಬಂ (530, 1152, 552, 1174)
sundar-photo (530, 148, 676, 348)
crossword-cell (477, 1333, 493, 1349)
crossword-cell (509, 1205, 525, 1221)
crossword-row (445, 1365, 605, 1381)
crossword-cell (509, 1237, 525, 1253)
list-item: 11-2, 11-1, 11-6 (3-0) (769, 867, 843, 875)
squash-scores-title: ಸ್ಕೋರುಗಳು (769, 763, 808, 774)
list-item: ● ಭಾರತ vs ದಕ್ಷಿಣ ಆಫ್ರಿಕಾ (769, 777, 836, 785)
kirusuddi-label-a: ಕಿರು (86, 76, 105, 92)
crossword-cell (589, 1253, 605, 1269)
crossword-cell (461, 1253, 477, 1269)
crossword-cell (573, 1317, 589, 1333)
crossword-cell (477, 1365, 493, 1381)
bowling-table (536, 450, 646, 513)
crossword-cell (541, 1301, 557, 1317)
crossword-prev-box (640, 1180, 712, 1220)
crossword-cell (461, 1269, 477, 1285)
squash-box-a: ● ವೈಯಕ್ತಿಕ ಪಂದ್ಯ ನಂತರ ತಂಡ ಪೈಪೋಟಿಯಲ್ಲೂ ಮಿಂಚು (611, 884, 734, 904)
crossword-cell (541, 1365, 557, 1381)
squash-photo (606, 762, 756, 872)
crossword-cell (589, 1269, 605, 1285)
crossword-letter: ಪ (480, 1152, 502, 1174)
